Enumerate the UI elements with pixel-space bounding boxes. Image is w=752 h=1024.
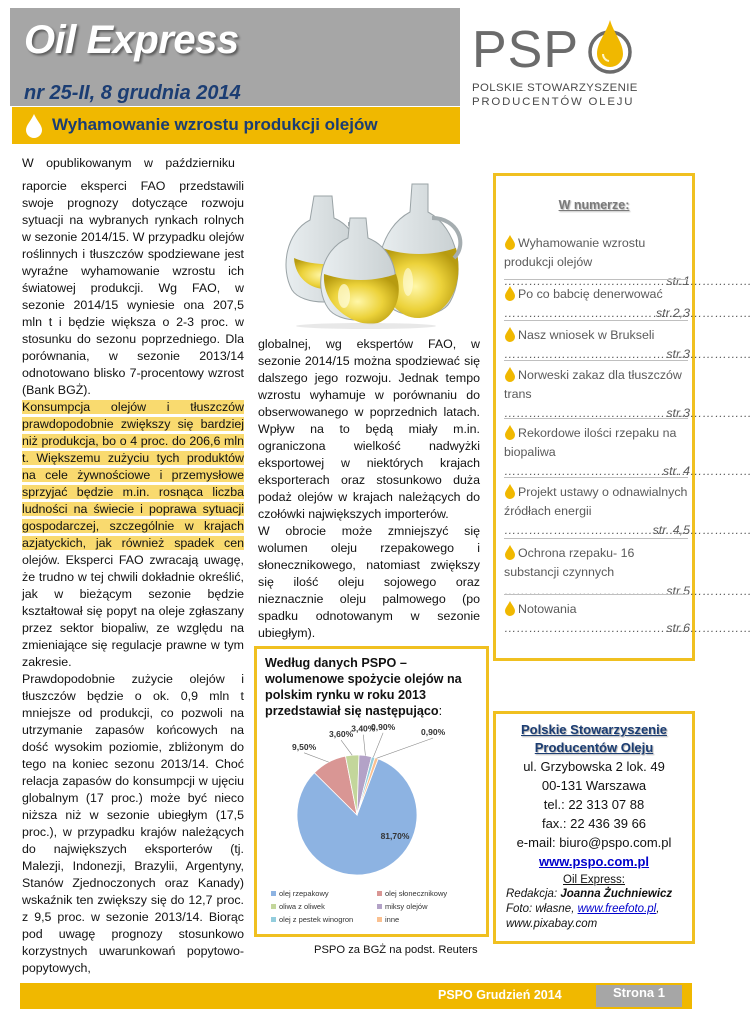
logo-wordmark: PSP bbox=[472, 21, 580, 79]
pie-leader-line bbox=[304, 753, 329, 762]
org-name bbox=[496, 721, 692, 757]
toc-item[interactable] bbox=[504, 285, 690, 323]
editor-name: Joanna Żuchniewicz bbox=[560, 888, 673, 900]
legend-swatch bbox=[377, 904, 382, 909]
toc-item-label: Wyhamowanie wzrostu produkcji olejów bbox=[504, 236, 646, 269]
paragraph-5: W obrocie może zmniejszyć się wolumen oleju rzepakowego i słonecznikowego, natomiast zwiększy się ilość oleju sojowego oraz nieznacznie oleju palmowego (po spadku odnotowanym w sezonie ubiegłym). bbox=[258, 524, 480, 640]
toc-item[interactable] bbox=[504, 600, 690, 638]
chart-box bbox=[254, 646, 489, 937]
org-name-line-2: Producentów Oleju bbox=[534, 740, 654, 755]
logo-oil-drop-icon bbox=[587, 16, 633, 76]
toc-item-page: …………………………………………………… str.1 bbox=[504, 272, 690, 291]
oil-drop-icon bbox=[504, 285, 516, 301]
address-street: ul. Grzybowska 2 lok. 49 bbox=[523, 759, 665, 774]
toc-item[interactable] bbox=[504, 366, 690, 423]
pie-data-label: 3,40% bbox=[351, 723, 376, 734]
legend-label: oliwa z oliwek bbox=[279, 902, 325, 911]
oil-drop-icon bbox=[504, 483, 516, 499]
editor-label: Redakcja: bbox=[506, 888, 561, 900]
legend-swatch bbox=[271, 904, 276, 909]
footer-issue: PSPO Grudzień 2014 bbox=[438, 988, 562, 1002]
toc-separator bbox=[504, 594, 688, 595]
legend-label: olej z pestek winogron bbox=[279, 915, 354, 924]
oil-consumption-pie-chart bbox=[257, 721, 486, 935]
toc-item[interactable] bbox=[504, 483, 690, 540]
legend-swatch bbox=[271, 891, 276, 896]
pie-data-label: 0,90% bbox=[421, 727, 446, 737]
header-banner bbox=[10, 8, 460, 106]
oil-bottles-photo bbox=[262, 178, 482, 328]
photo-credit bbox=[496, 902, 692, 917]
oil-drop-icon bbox=[504, 544, 516, 560]
toc-item-page: …………………………………………………… str.3 bbox=[504, 345, 690, 364]
paragraph-1-body: raporcie eksperci FAO przedstawili swoje prognozy dotyczące rozwoju sytuacji na wybranych rynkach rolnych w sezonie 2014/15. W przypadku olejów roślinnych i tłuszczów spodziewane jest wyraźne wyhamowanie wzrostu ich światowej produkcji. Wg FAO, w sezonie 2014/15 wyniesie ona 207,5 mln t i będzie większa o 2-3 proc. w stosunku do sezonu poprzedniego. Dla porównania, w sezonie 2013/14 odnotowano blisko 7-procentowy wzrost (Bank BGŻ). bbox=[22, 179, 244, 397]
oil-drop-icon bbox=[504, 366, 516, 382]
paragraph-4: globalnej, wg ekspertów FAO, w sezonie 2014/15 można spodziewać się dalszego jego rozwoju. Jednak tempo wzrostu wyhamuje w porównaniu do obserwowanego w poprzednich latach. Wpływ na to będą miały m.in. ograniczona wielkość nadwyżki eksportowej w niektórych krajach eksporterach oraz stosunkowo duża podaż olejów w krajach należących do czołówki największych importerów. bbox=[258, 337, 480, 521]
toc-item[interactable] bbox=[504, 234, 690, 291]
pspo-logo bbox=[466, 10, 666, 110]
freefoto-link[interactable]: www.freefoto.pl bbox=[577, 903, 657, 915]
toc-item[interactable] bbox=[504, 544, 690, 601]
toc-item[interactable] bbox=[504, 326, 690, 364]
contact-box bbox=[493, 711, 695, 944]
paragraph-1-first-line: W opublikowanym w październiku bbox=[22, 156, 235, 170]
legend-swatch bbox=[377, 891, 382, 896]
toc-item-label: Po co babcię denerwować bbox=[518, 287, 663, 301]
toc-item[interactable] bbox=[504, 424, 690, 481]
toc-separator bbox=[504, 360, 688, 361]
editor-credit bbox=[496, 887, 692, 902]
pie-data-label: 9,50% bbox=[292, 741, 317, 752]
paragraph-2-tail: olejów. Eksperci FAO zwracają uwagę, że trudno w tej chwili dokładnie określić, jak w bieżącym sezonie będzie kształtował się popyt na oleje zgłaszany przez sektor biopaliw, ze względu na zmieniające się regulacje prawne w tym zakresie. bbox=[22, 553, 244, 669]
paragraph-3: Prawdopodobnie zużycie olejów i tłuszczów będzie o ok. 0,9 mln t mniejsze od produkcji, co pozwoli na utrzymanie zapasów końcowych na dość wysokim poziomie, zbliżonym do tego na koniec sezonu 2013/14. Choć relacja zapasów do konsumpcji w ujęciu globalnym (17 proc.) może być nieco niższa niż w sezonie ubiegłym (17,5 proc.), w przypadku krajów należących do największych eksporterów (tj. Malezji, Indonezji, Brazylii, Argentyny, Stanów Zjednoczonych oraz Kanady) wskaźnik ten zwiększy się do 12,7 proc. z 9,5 proc. w sezonie 2013/14. Biorąc pod uwagę prognozy stosunkowo korzystnych uwarunkowań popytowo-popytowych, bbox=[22, 672, 244, 975]
toc-separator bbox=[504, 418, 688, 419]
in-this-issue-box bbox=[493, 173, 695, 661]
chart-source: PSPO za BGŻ na podst. Reuters bbox=[314, 944, 478, 956]
chart-caption-colon: : bbox=[438, 704, 443, 718]
legend-label: miksy olejów bbox=[385, 902, 428, 911]
toc-item-page: …………………………………………………… str.3 bbox=[504, 404, 690, 423]
toc-heading: W numerze: bbox=[558, 198, 630, 212]
chart-caption-text: Według danych PSPO – wolumenowe spożycie olejów na polskim rynku w roku 2013 przedstawiał się następująco bbox=[265, 656, 462, 718]
toc-item-page: …………………………………………………… str. 4 bbox=[504, 462, 690, 481]
newsletter-label: Oil Express: bbox=[563, 874, 625, 886]
toc-separator bbox=[504, 279, 688, 280]
pie-leader-line bbox=[377, 738, 434, 758]
photo-credit-2: www.pixabay.com bbox=[506, 918, 598, 930]
article-headline: Wyhamowanie wzrostu produkcji olejów bbox=[52, 115, 378, 134]
toc-item-page: …………………………………………………… str.6 bbox=[504, 619, 690, 638]
toc-item-label: Norweski zakaz dla tłuszczów trans bbox=[504, 368, 682, 401]
legend-label: inne bbox=[385, 915, 400, 924]
email[interactable]: e-mail: biuro@pspo.com.pl bbox=[516, 835, 672, 850]
oil-drop-icon bbox=[504, 326, 516, 342]
toc-item-label: Rekordowe ilości rzepaku na biopaliwa bbox=[504, 426, 677, 459]
pie-leader-line bbox=[341, 740, 352, 755]
highlighted-text: Konsumpcja olejów i tłuszczów prawdopodobnie zwiększy się bardziej niż produkcja, bo o 4 proc. do 206,6 mln t. Większemu zużyciu tych produktów na cele żywnościowe i przemysłowe sprzyjać będzie m.in. rosnąca liczba ludności na świecie i poprawa sytuacji gospodarczej, szczególnie w krajach azjatyckich, jak również spadek cen bbox=[22, 400, 244, 550]
toc-item-label: Ochrona rzepaku- 16 substancji czynnych bbox=[504, 546, 635, 579]
toc-item-label: Notowania bbox=[518, 602, 577, 616]
newsletter-title: Oil Express bbox=[24, 18, 239, 62]
paragraph-2 bbox=[22, 399, 244, 671]
article-column-1 bbox=[22, 155, 244, 977]
article-title-bar bbox=[12, 107, 460, 144]
pie-data-label: 81,70% bbox=[380, 831, 410, 841]
page-number: Strona 1 bbox=[612, 985, 665, 1000]
oil-drop-icon bbox=[504, 424, 516, 440]
legend-swatch bbox=[377, 917, 382, 922]
logo-line-2: PRODUCENTÓW OLEJU bbox=[472, 96, 635, 108]
legend-label: olej słonecznikowy bbox=[385, 889, 448, 898]
logo-line-1: POLSKIE STOWARZYSZENIE bbox=[472, 82, 638, 94]
page-number-badge bbox=[596, 985, 682, 1007]
chart-caption bbox=[265, 655, 483, 719]
issue-number: nr 25-II, 8 grudnia 2014 bbox=[24, 82, 241, 104]
pie-leader-line bbox=[363, 735, 365, 756]
legend-swatch bbox=[271, 917, 276, 922]
pie-leader-line bbox=[373, 733, 383, 758]
website-link[interactable]: www.pspo.com.pl bbox=[538, 854, 650, 869]
photo-credit-comma: , bbox=[656, 903, 660, 915]
org-name-line-1: Polskie Stowarzyszenie bbox=[521, 722, 667, 737]
paragraph-1 bbox=[22, 155, 244, 399]
legend-label: olej rzepakowy bbox=[279, 889, 329, 898]
fax: fax.: 22 436 39 66 bbox=[541, 816, 647, 831]
oil-drop-icon bbox=[504, 600, 516, 616]
toc-item-label: Projekt ustawy o odnawialnych źródłach energii bbox=[504, 485, 688, 518]
oil-drop-icon bbox=[24, 113, 44, 139]
photo-label: Foto: własne, bbox=[506, 903, 578, 915]
phone: tel.: 22 313 07 88 bbox=[543, 797, 645, 812]
toc-item-label: Nasz wniosek w Brukseli bbox=[518, 328, 655, 342]
pie-data-label: 3,60% bbox=[329, 729, 354, 740]
toc-item-page: …………………………………………………… str.5 bbox=[504, 582, 690, 601]
pie-data-label: 0,90% bbox=[371, 721, 396, 732]
toc-item-page: …………………………………………………… str. 4,5 bbox=[504, 521, 690, 540]
toc-separator bbox=[504, 320, 688, 321]
toc-separator bbox=[504, 477, 688, 478]
toc-separator bbox=[504, 538, 688, 539]
oil-drop-icon bbox=[504, 234, 516, 250]
footer-bar bbox=[20, 983, 692, 1009]
address-city: 00-131 Warszawa bbox=[541, 778, 647, 793]
article-column-2 bbox=[258, 336, 480, 642]
toc-item-page: …………………………………………………… str.2,3 bbox=[504, 304, 690, 323]
